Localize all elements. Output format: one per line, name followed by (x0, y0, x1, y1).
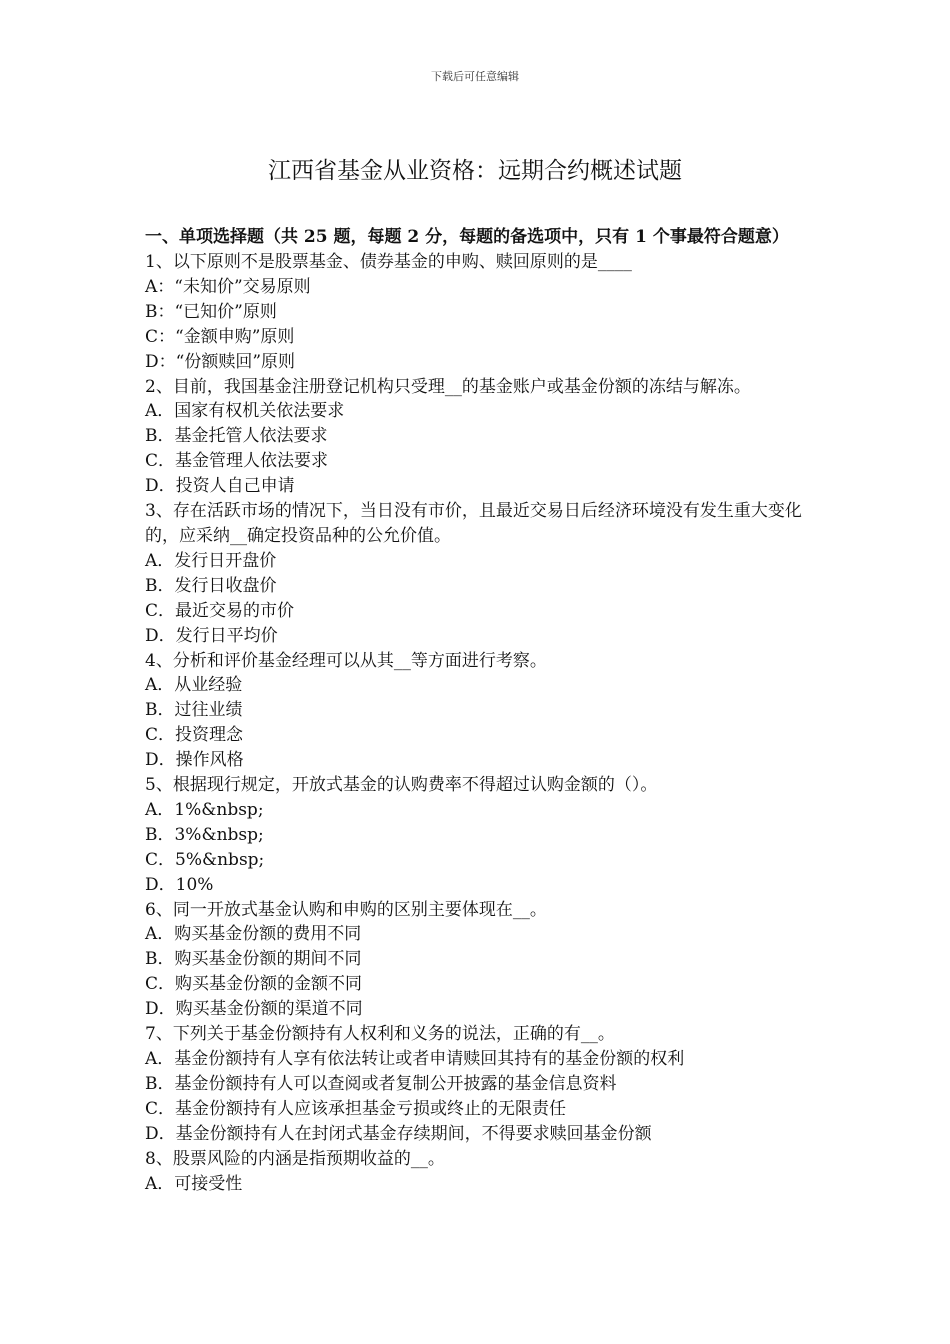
answer-option: D．投资人自己申请 (145, 476, 295, 497)
answer-option: A．基金份额持有人享有依法转让或者申请赎回其持有的基金份额的权利 (145, 1049, 685, 1069)
answer-option: B．发行日收盘价 (145, 575, 277, 596)
answer-option: C．5%&nbsp; (145, 849, 265, 870)
answer-option: A．购买基金份额的费用不同 (145, 924, 362, 945)
answer-option: A．国家有权机关依法要求 (145, 401, 345, 422)
header-note: 下载后可任意编辑 (431, 70, 519, 83)
answer-option: D．发行日平均价 (145, 625, 278, 646)
answer-option: A．可接受性 (145, 1173, 243, 1194)
answer-option: D：“份额赎回”原则 (145, 351, 296, 372)
question-stem: 6、同一开放式基金认购和申购的区别主要体现在__。 (145, 899, 547, 920)
answer-option: B．过往业绩 (145, 700, 243, 721)
answer-option: A．从业经验 (145, 675, 243, 696)
answer-option: B．购买基金份额的期间不同 (145, 949, 362, 970)
document-title: 江西省基金从业资格：远期合约概述试题 (268, 158, 682, 184)
answer-option: B．基金托管人依法要求 (145, 426, 328, 447)
question-stem: 4、分析和评价基金经理可以从其__等方面进行考察。 (145, 650, 547, 671)
question-stem: 8、股票风险的内涵是指预期收益的__。 (145, 1148, 445, 1169)
question-stem: 7、下列关于基金份额持有人权利和义务的说法，正确的有__。 (145, 1024, 615, 1045)
answer-option: A．发行日开盘价 (145, 550, 277, 571)
section-heading: 一、单项选择题（共 25 题，每题 2 分，每题的备选项中，只有 1 个事最符合题意） (145, 227, 789, 247)
answer-option: D．购买基金份额的渠道不同 (145, 999, 363, 1020)
answer-option: A．1%&nbsp; (145, 799, 264, 820)
question-stem: 5、根据现行规定，开放式基金的认购费率不得超过认购金额的（）。 (145, 775, 658, 796)
question-section (145, 225, 825, 1196)
answer-option: B．基金份额持有人可以查阅或者复制公开披露的基金信息资料 (145, 1073, 617, 1094)
question-stem: 2、目前，我国基金注册登记机构只受理__的基金账户或基金份额的冻结与解冻。 (145, 376, 751, 397)
answer-option: C．投资理念 (145, 725, 244, 746)
answer-option: C．基金份额持有人应该承担基金亏损或终止的无限责任 (145, 1098, 567, 1119)
question-stem: 3、存在活跃市场的情况下，当日没有市价，且最近交易日后经济环境没有发生重大变化的，应采纳__确定投资品种的公允价值。 (145, 501, 802, 546)
answer-option: D．10% (145, 874, 214, 895)
answer-option: B．3%&nbsp; (145, 824, 264, 845)
answer-option: C．最近交易的市价 (145, 600, 295, 621)
answer-option: A：“未知价”交易原则 (145, 276, 311, 297)
answer-option: C．基金管理人依法要求 (145, 451, 329, 472)
answer-option: C．购买基金份额的金额不同 (145, 974, 363, 995)
answer-option: D．基金份额持有人在封闭式基金存续期间，不得要求赎回基金份额 (145, 1123, 652, 1144)
answer-option: B：“已知价”原则 (145, 301, 277, 322)
answer-option: C：“金额申购”原则 (145, 326, 295, 347)
question-stem: 1、以下原则不是股票基金、债券基金的申购、赎回原则的是____ (145, 252, 632, 272)
answer-option: D．操作风格 (145, 750, 244, 771)
